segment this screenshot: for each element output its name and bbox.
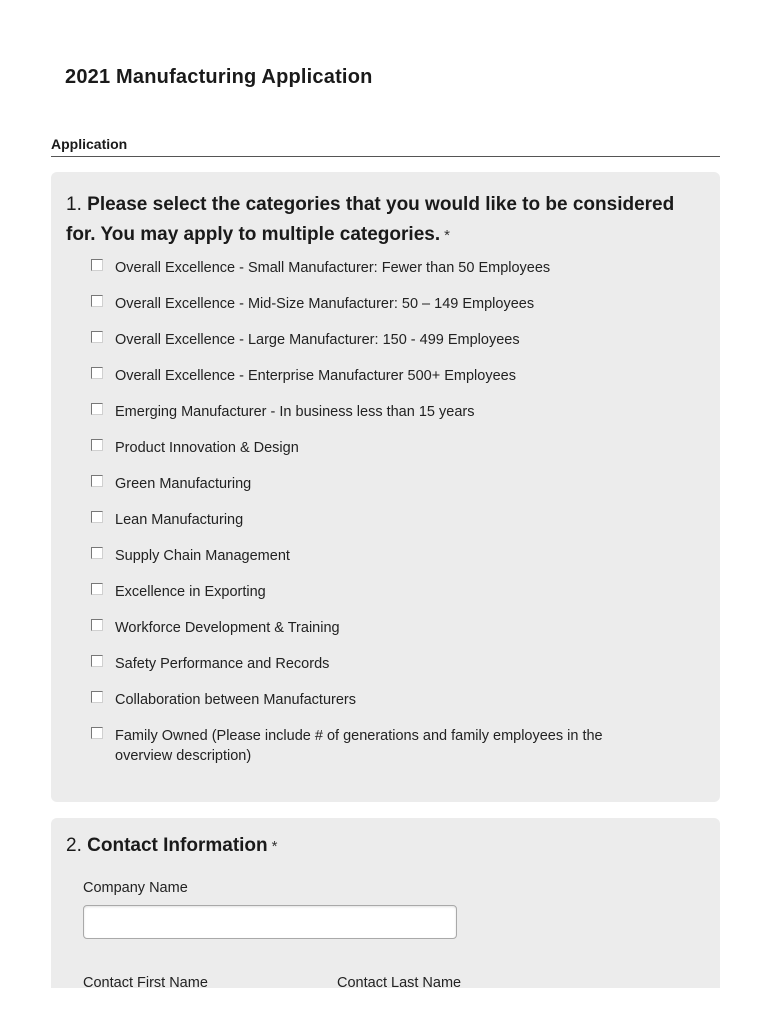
option-label: Excellence in Exporting	[115, 584, 266, 600]
category-option[interactable]	[91, 294, 651, 330]
option-label: Overall Excellence - Small Manufacturer: Fewer than 50 Employees	[115, 260, 551, 276]
category-option[interactable]	[91, 258, 651, 294]
option-label: Workforce Development & Training	[115, 620, 340, 636]
category-option[interactable]	[91, 366, 651, 402]
option-label: Green Manufacturing	[115, 476, 252, 492]
contact-last-name-label: Contact Last Name	[337, 975, 462, 988]
page-title: 2021 Manufacturing Application	[65, 66, 373, 88]
checkbox[interactable]	[91, 439, 103, 451]
checkbox[interactable]	[91, 331, 103, 343]
section-header	[51, 136, 720, 157]
category-option[interactable]	[91, 510, 651, 546]
checkbox[interactable]	[91, 259, 103, 271]
option-label: Lean Manufacturing	[115, 512, 244, 528]
checkbox[interactable]	[91, 655, 103, 667]
option-label: Family Owned (Please include # of generations and family employees in the overview description)	[115, 728, 603, 764]
category-option[interactable]	[91, 618, 651, 654]
option-label: Emerging Manufacturer - In business less than 15 years	[115, 404, 475, 420]
category-option[interactable]	[91, 726, 651, 774]
option-label: Overall Excellence - Large Manufacturer: 150 - 499 Employees	[115, 332, 520, 348]
checkbox[interactable]	[91, 691, 103, 703]
required-asterisk: *	[444, 227, 450, 244]
option-label: Collaboration between Manufacturers	[115, 692, 356, 708]
question-2-card	[51, 818, 720, 988]
question-2-title	[66, 835, 277, 857]
category-option[interactable]	[91, 582, 651, 618]
company-name-input[interactable]	[83, 905, 457, 939]
contact-first-name-label: Contact First Name	[83, 975, 208, 988]
question-1-text: Please select the categories that you would like to be considered for. You may apply to multiple categories.	[66, 194, 675, 245]
checkbox[interactable]	[91, 367, 103, 379]
question-2-text: Contact Information	[87, 835, 268, 856]
category-option[interactable]	[91, 330, 651, 366]
option-label: Overall Excellence - Mid-Size Manufacturer: 50 – 149 Employees	[115, 296, 535, 312]
question-2-number: 2.	[66, 835, 82, 856]
checkbox[interactable]	[91, 295, 103, 307]
option-label: Overall Excellence - Enterprise Manufacturer 500+ Employees	[115, 368, 516, 384]
checkbox[interactable]	[91, 403, 103, 415]
category-option[interactable]	[91, 438, 651, 474]
checkbox[interactable]	[91, 475, 103, 487]
category-option[interactable]	[91, 474, 651, 510]
option-label: Supply Chain Management	[115, 548, 290, 564]
question-1-card	[51, 172, 720, 802]
option-label: Safety Performance and Records	[115, 656, 330, 672]
category-option[interactable]	[91, 690, 651, 726]
required-asterisk: *	[271, 838, 278, 855]
question-1-title	[66, 190, 706, 251]
question-1-number: 1.	[66, 194, 82, 215]
checkbox[interactable]	[91, 511, 103, 523]
category-options	[91, 258, 651, 774]
checkbox[interactable]	[91, 547, 103, 559]
checkbox[interactable]	[91, 727, 103, 739]
option-label: Product Innovation & Design	[115, 440, 299, 456]
checkbox[interactable]	[91, 619, 103, 631]
category-option[interactable]	[91, 546, 651, 582]
checkbox[interactable]	[91, 583, 103, 595]
company-name-label: Company Name	[83, 880, 188, 896]
category-option[interactable]	[91, 402, 651, 438]
category-option[interactable]	[91, 654, 651, 690]
section-label: Application	[51, 136, 128, 152]
